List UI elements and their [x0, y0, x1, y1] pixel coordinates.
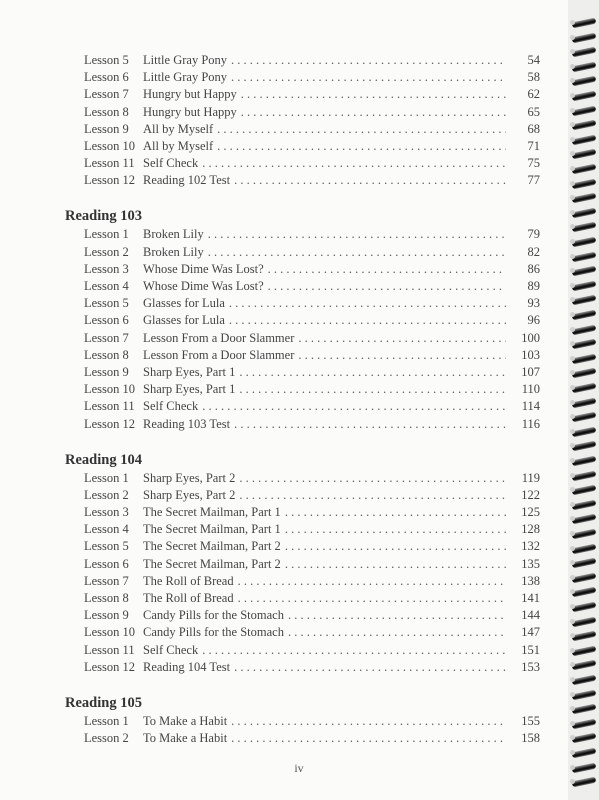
dot-leader	[234, 659, 506, 676]
lesson-page-number: 151	[521, 642, 540, 657]
lesson-page-number: 107	[521, 365, 540, 379]
toc-row	[84, 244, 540, 261]
dot-leader	[268, 278, 506, 295]
spiral-coil-icon	[572, 456, 598, 466]
toc-row	[84, 398, 540, 415]
toc-row	[84, 659, 540, 676]
lesson-number: Lesson 1	[84, 713, 129, 728]
toc-row	[84, 172, 540, 189]
spiral-coil-icon	[572, 237, 598, 247]
dot-leader	[202, 155, 506, 172]
toc-row	[84, 52, 540, 69]
lesson-title: Hungry but Happy	[143, 87, 237, 102]
spiral-coil-icon	[572, 660, 598, 670]
dot-leader	[239, 487, 506, 504]
spiral-coil-icon	[572, 354, 598, 364]
toc-row	[84, 347, 540, 364]
toc-row	[84, 278, 540, 295]
dot-leader	[208, 226, 506, 243]
dot-leader	[239, 381, 506, 398]
spiral-coil-icon	[572, 631, 598, 641]
lesson-title: The Roll of Bread	[143, 573, 234, 588]
lesson-number: Lesson 4	[84, 279, 129, 293]
toc-row	[84, 487, 540, 504]
dot-leader	[239, 470, 506, 487]
lesson-number: Lesson 11	[84, 642, 135, 657]
spiral-coil-icon	[572, 777, 598, 787]
lesson-page-number: 58	[527, 70, 540, 85]
spiral-coil-icon	[572, 383, 598, 393]
spiral-coil-icon	[572, 120, 598, 130]
spiral-coil-icon	[572, 763, 598, 773]
dot-leader	[288, 607, 506, 624]
dot-leader	[202, 642, 506, 659]
lesson-page-number: 54	[527, 53, 540, 67]
dot-leader	[268, 261, 506, 278]
dot-leader	[285, 521, 506, 538]
lesson-number: Lesson 12	[84, 173, 136, 188]
spiral-coil-icon	[572, 47, 598, 57]
lesson-page-number: 144	[521, 608, 540, 623]
lesson-number: Lesson 12	[84, 416, 136, 431]
spiral-coil-icon	[572, 514, 598, 524]
lesson-number: Lesson 4	[84, 522, 129, 537]
toc-row	[84, 607, 540, 624]
lesson-number: Lesson 6	[84, 70, 129, 85]
lesson-title: The Secret Mailman, Part 2	[143, 539, 281, 554]
lesson-title: Broken Lily	[143, 227, 204, 242]
lesson-number: Lesson 1	[84, 470, 129, 485]
spiral-coil-icon	[572, 325, 598, 335]
lesson-page-number: 100	[521, 330, 540, 345]
spiral-coil-icon	[572, 471, 598, 481]
lesson-number: Lesson 11	[84, 156, 135, 171]
lesson-title: To Make a Habit	[143, 731, 228, 745]
toc-row	[84, 261, 540, 278]
lesson-title: Reading 103 Test	[143, 416, 231, 431]
lesson-title: Sharp Eyes, Part 2	[143, 487, 236, 502]
lesson-page-number: 82	[527, 244, 540, 259]
toc-row	[84, 521, 540, 538]
lesson-page-number: 132	[521, 539, 540, 554]
lesson-page-number: 79	[527, 227, 540, 242]
toc-row	[84, 86, 540, 103]
dot-leader	[217, 121, 506, 138]
dot-leader	[231, 713, 506, 730]
spiral-coil-icon	[572, 587, 598, 597]
dot-leader	[285, 556, 506, 573]
lesson-number: Lesson 9	[84, 121, 129, 136]
spiral-coil-icon	[572, 62, 598, 72]
lesson-title: Hungry but Happy	[143, 104, 237, 119]
toc-row	[84, 590, 540, 607]
lesson-title: Little Gray Pony	[143, 70, 228, 85]
spiral-coil-icon	[572, 295, 598, 305]
section-heading: Reading 103	[65, 208, 142, 225]
lesson-number: Lesson 6	[84, 556, 129, 571]
lesson-page-number: 93	[527, 296, 540, 311]
lesson-number: Lesson 5	[84, 539, 129, 554]
spiral-coil-icon	[572, 427, 598, 437]
lesson-number: Lesson 8	[84, 104, 129, 119]
lesson-title: The Secret Mailman, Part 1	[143, 505, 281, 519]
lesson-number: Lesson 11	[84, 399, 135, 414]
lesson-page-number: 62	[527, 87, 540, 102]
spiral-coil-icon	[572, 748, 598, 758]
section-heading: Reading 105	[65, 694, 142, 711]
spiral-coil-icon	[572, 208, 598, 218]
lesson-page-number: 68	[527, 121, 540, 136]
spiral-binding	[568, 0, 599, 800]
lesson-title: Reading 104 Test	[143, 659, 231, 674]
lesson-title: Sharp Eyes, Part 2	[143, 470, 236, 485]
toc-row	[84, 624, 540, 641]
lesson-title: Self Check	[143, 399, 199, 414]
lesson-number: Lesson 8	[84, 591, 129, 605]
dot-leader	[217, 138, 506, 155]
spiral-coil-icon	[572, 149, 598, 159]
lesson-title: Candy Pills for the Stomach	[143, 625, 284, 640]
lesson-title: The Secret Mailman, Part 1	[143, 522, 281, 537]
dot-leader	[229, 295, 506, 312]
dot-leader	[241, 104, 506, 121]
dot-leader	[234, 416, 506, 433]
lesson-title: The Secret Mailman, Part 2	[143, 556, 281, 571]
lesson-page-number: 147	[521, 625, 540, 640]
lesson-page-number: 65	[527, 104, 540, 119]
toc-row	[84, 416, 540, 433]
lesson-page-number: 128	[521, 522, 540, 537]
spiral-coil-icon	[572, 91, 598, 101]
lesson-title: Glasses for Lula	[143, 296, 225, 311]
lesson-number: Lesson 2	[84, 487, 129, 502]
spiral-coil-icon	[572, 485, 598, 495]
lesson-page-number: 77	[527, 173, 540, 188]
lesson-title: Self Check	[143, 642, 199, 657]
spiral-coil-icon	[572, 179, 598, 189]
lesson-number: Lesson 5	[84, 296, 129, 311]
spiral-coil-icon	[572, 135, 598, 145]
dot-leader	[241, 86, 506, 103]
lesson-page-number: 122	[521, 487, 540, 502]
lesson-page-number: 110	[521, 382, 540, 397]
toc-row	[84, 504, 540, 521]
spiral-coil-icon	[572, 412, 598, 422]
spiral-coil-icon	[572, 602, 598, 612]
lesson-title: Little Gray Pony	[143, 53, 228, 67]
lesson-title: Whose Dime Was Lost?	[143, 279, 264, 293]
lesson-page-number: 114	[521, 399, 540, 414]
lesson-page-number: 155	[521, 713, 540, 728]
lesson-number: Lesson 3	[84, 261, 129, 276]
dot-leader	[239, 364, 506, 381]
toc-row	[84, 138, 540, 155]
dot-leader	[285, 504, 506, 521]
lesson-title: Glasses for Lula	[143, 313, 225, 328]
spiral-coil-icon	[572, 573, 598, 583]
spiral-coil-icon	[572, 529, 598, 539]
lesson-number: Lesson 2	[84, 731, 129, 745]
spiral-coil-icon	[572, 339, 598, 349]
lesson-title: Broken Lily	[143, 244, 204, 259]
dot-leader	[238, 590, 506, 607]
lesson-page-number: 116	[521, 416, 540, 431]
dot-leader	[234, 172, 506, 189]
toc-row	[84, 538, 540, 555]
lesson-page-number: 96	[527, 313, 540, 328]
spiral-coil-icon	[572, 733, 598, 743]
page-number-folio: iv	[294, 761, 304, 775]
lesson-page-number: 75	[527, 156, 540, 171]
spiral-coil-icon	[572, 106, 598, 116]
spiral-coil-icon	[572, 500, 598, 510]
lesson-number: Lesson 2	[84, 244, 129, 259]
lesson-number: Lesson 1	[84, 227, 129, 242]
spiral-coil-icon	[572, 544, 598, 554]
spiral-coil-icon	[572, 441, 598, 451]
dot-leader	[238, 573, 506, 590]
lesson-title: All by Myself	[143, 139, 214, 153]
spiral-coil-icon	[572, 76, 598, 86]
spiral-coil-icon	[572, 193, 598, 203]
spiral-coil-icon	[572, 617, 598, 627]
lesson-number: Lesson 8	[84, 347, 129, 362]
lesson-title: Lesson From a Door Slammer	[143, 347, 295, 362]
toc-row	[84, 556, 540, 573]
lesson-page-number: 71	[527, 139, 540, 153]
toc-row	[84, 295, 540, 312]
toc-row	[84, 69, 540, 86]
lesson-title: Lesson From a Door Slammer	[143, 330, 295, 345]
spiral-coil-icon	[572, 266, 598, 276]
lesson-page-number: 153	[521, 659, 540, 674]
toc-row	[84, 330, 540, 347]
spiral-coil-icon	[572, 222, 598, 232]
lesson-page-number: 86	[527, 261, 540, 276]
toc-row	[84, 470, 540, 487]
lesson-number: Lesson 5	[84, 53, 129, 67]
spiral-coil-icon	[572, 675, 598, 685]
lesson-page-number: 119	[521, 470, 540, 485]
lesson-number: Lesson 10	[84, 625, 136, 640]
dot-leader	[288, 624, 506, 641]
lesson-title: The Roll of Bread	[143, 591, 234, 605]
dot-leader	[202, 398, 506, 415]
lesson-page-number: 103	[521, 347, 540, 362]
spiral-coil-icon	[572, 646, 598, 656]
toc-row	[84, 104, 540, 121]
lesson-page-number: 158	[521, 731, 540, 745]
lesson-title: Self Check	[143, 156, 199, 171]
spiral-coil-icon	[572, 690, 598, 700]
dot-leader	[285, 538, 506, 555]
lesson-number: Lesson 9	[84, 608, 129, 623]
lesson-number: Lesson 7	[84, 87, 129, 102]
lesson-number: Lesson 3	[84, 505, 129, 519]
lesson-title: Candy Pills for the Stomach	[143, 608, 284, 623]
lesson-page-number: 135	[521, 556, 540, 571]
lesson-number: Lesson 12	[84, 659, 136, 674]
toc-row	[84, 642, 540, 659]
dot-leader	[231, 730, 506, 747]
spiral-coil-icon	[572, 310, 598, 320]
lesson-title: Whose Dime Was Lost?	[143, 261, 264, 276]
lesson-title: Reading 102 Test	[143, 173, 231, 188]
dot-leader	[298, 347, 506, 364]
spiral-coil-icon	[572, 398, 598, 408]
toc-row	[84, 381, 540, 398]
spiral-coil-icon	[572, 368, 598, 378]
lesson-title: Sharp Eyes, Part 1	[143, 382, 236, 397]
dot-leader	[208, 244, 506, 261]
lesson-number: Lesson 10	[84, 139, 136, 153]
spiral-coil-icon	[572, 558, 598, 568]
spiral-coil-icon	[572, 719, 598, 729]
toc-row	[84, 730, 540, 747]
toc-row	[84, 364, 540, 381]
lesson-page-number: 141	[521, 591, 540, 605]
lesson-number: Lesson 9	[84, 365, 129, 379]
lesson-page-number: 89	[527, 279, 540, 293]
spiral-coil-icon	[572, 164, 598, 174]
toc-row	[84, 573, 540, 590]
dot-leader	[231, 69, 506, 86]
spiral-coil-icon	[572, 281, 598, 291]
spiral-coil-icon	[572, 704, 598, 714]
lesson-title: All by Myself	[143, 121, 214, 136]
toc-row	[84, 312, 540, 329]
toc-row	[84, 713, 540, 730]
lesson-page-number: 125	[521, 505, 540, 519]
lesson-number: Lesson 7	[84, 573, 129, 588]
dot-leader	[298, 330, 506, 347]
lesson-title: To Make a Habit	[143, 713, 228, 728]
spiral-coil-icon	[572, 18, 598, 28]
dot-leader	[229, 312, 506, 329]
spiral-coil-icon	[572, 252, 598, 262]
section-heading: Reading 104	[65, 451, 142, 468]
toc-row	[84, 121, 540, 138]
dot-leader	[231, 52, 506, 69]
toc-row	[84, 155, 540, 172]
lesson-number: Lesson 7	[84, 330, 129, 345]
lesson-number: Lesson 10	[84, 382, 136, 397]
lesson-page-number: 138	[521, 573, 540, 588]
toc-row	[84, 226, 540, 243]
lesson-number: Lesson 6	[84, 313, 129, 328]
lesson-title: Sharp Eyes, Part 1	[143, 365, 236, 379]
spiral-coil-icon	[572, 33, 598, 43]
